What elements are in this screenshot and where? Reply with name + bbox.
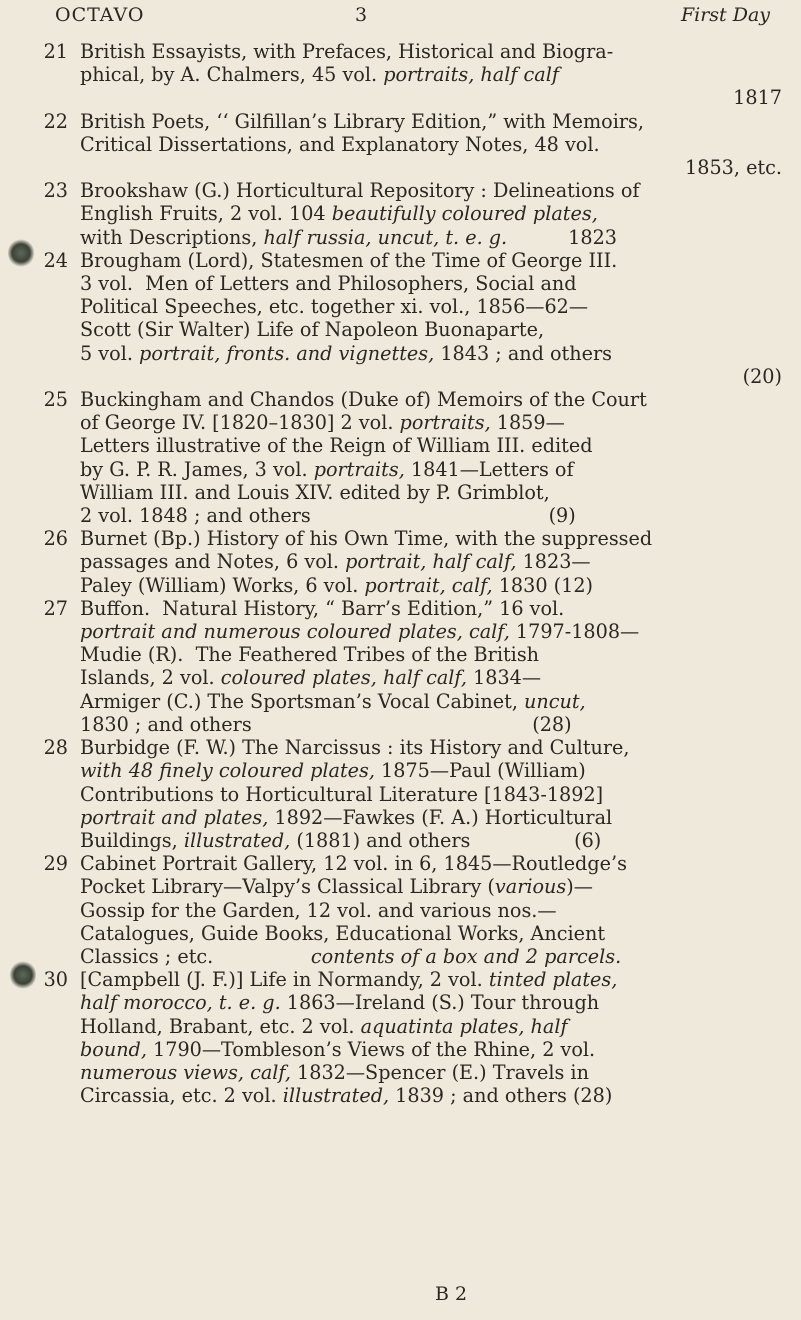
lot-description-line: Buckingham and Chandos (Duke of) Memoirs of the Court — [80, 388, 647, 412]
lot-description-line: Contributions to Horticultural Literature [1843-1892] — [80, 782, 604, 806]
lot-description-line: numerous views, calf, 1832—Spencer (E.) Travels in — [80, 1060, 589, 1084]
lot-description-line: portrait and numerous coloured plates, calf, 1797-1808— — [80, 620, 640, 644]
page-number: 3 — [355, 4, 368, 26]
lot-description-line: half morocco, t. e. g. 1863—Ireland (S.) Tour through — [80, 991, 600, 1015]
lot-entry — [32, 249, 782, 388]
lot-description-line: of George IV. [1820–1830] 2 vol. portraits, 1859— — [80, 411, 565, 435]
lot-description-line: British Poets, ‘‘ Gilfillan’s Library Edition,” with Memoirs, — [80, 109, 644, 133]
lot-description-line: Brookshaw (G.) Horticultural Repository : Delineations of — [80, 179, 640, 203]
lot-date: (20) — [742, 364, 782, 388]
lot-description-line: 1830 ; and others (28) — [80, 712, 572, 736]
lot-entry — [32, 527, 782, 597]
lot-description-line: Critical Dissertations, and Explanatory Notes, 48 vol. — [80, 132, 600, 156]
lot-number: 24 — [43, 248, 68, 272]
lot-description-line: Burbidge (F. W.) The Narcissus : its History and Culture, — [80, 736, 630, 760]
lot-description-line: Letters illustrative of the Reign of William III. edited — [80, 434, 593, 458]
lot-description-line: [Campbell (J. F.)] Life in Normandy, 2 vol. tinted plates, — [80, 968, 618, 992]
lot-description-line: Buildings, illustrated, (1881) and others (6) — [80, 828, 602, 852]
lot-number: 25 — [43, 388, 68, 412]
lot-description-line: 5 vol. portrait, fronts. and vignettes, 1843 ; and others — [80, 341, 612, 365]
signature-mark: B 2 — [435, 1283, 468, 1305]
lot-entry — [32, 40, 782, 110]
lot-number: 21 — [43, 40, 68, 63]
lot-description-line: Classics ; etc. contents of a box and 2 parcels. — [80, 944, 622, 968]
lot-entry — [32, 736, 782, 852]
header-format: OCTAVO — [55, 4, 145, 26]
ink-blot-decoration — [8, 238, 34, 268]
lot-entry — [32, 179, 782, 249]
lot-number: 26 — [43, 527, 68, 551]
lot-description-line: 2 vol. 1848 ; and others (9) — [80, 504, 576, 528]
lot-description-line: Burnet (Bp.) History of his Own Time, with the suppressed — [80, 527, 653, 551]
lot-number: 23 — [43, 179, 68, 203]
lot-description-line: Circassia, etc. 2 vol. illustrated, 1839 ; and others (28) — [80, 1084, 613, 1108]
lot-description-line: Pocket Library—Valpy’s Classical Library (various)— — [80, 875, 593, 899]
lot-description-line: English Fruits, 2 vol. 104 beautifully coloured plates, — [80, 202, 598, 226]
lot-entry — [32, 110, 782, 180]
lot-description-line: phical, by A. Chalmers, 45 vol. portraits, half calf — [80, 63, 559, 87]
lot-number: 29 — [43, 852, 68, 876]
lot-description-line: with Descriptions, half russia, uncut, t. e. g. 1823 — [80, 225, 617, 249]
lot-description-line: with 48 finely coloured plates, 1875—Paul (William) — [80, 759, 586, 783]
lot-description-line: 3 vol. Men of Letters and Philosophers, Social and — [80, 272, 577, 296]
lot-list — [32, 40, 782, 1107]
lot-number: 22 — [43, 109, 68, 133]
lot-number: 30 — [43, 968, 68, 992]
lot-number: 28 — [43, 736, 68, 760]
lot-description-line: William III. and Louis XIV. edited by P. Grimblot, — [80, 480, 550, 504]
lot-date: 1853, etc. — [685, 156, 782, 180]
lot-description-line: Islands, 2 vol. coloured plates, half calf, 1834— — [80, 666, 542, 690]
header-day: First Day — [680, 4, 770, 26]
lot-description-line: Armiger (C.) The Sportsman’s Vocal Cabinet, uncut, — [80, 689, 586, 713]
page-header — [55, 4, 770, 32]
lot-date: 1817 — [733, 86, 782, 110]
lot-description-line: Political Speeches, etc. together xi. vol., 1856—62— — [80, 295, 589, 319]
lot-description-line: passages and Notes, 6 vol. portrait, half calf, 1823— — [80, 550, 591, 574]
lot-description-line: by G. P. R. James, 3 vol. portraits, 1841—Letters of — [80, 457, 574, 481]
lot-description-line: Gossip for the Garden, 12 vol. and various nos.— — [80, 898, 557, 922]
lot-description-line: Holland, Brabant, etc. 2 vol. aquatinta plates, half — [80, 1014, 568, 1038]
lot-description-line: bound, 1790—Tombleson’s Views of the Rhine, 2 vol. — [80, 1037, 596, 1061]
lot-entry — [32, 597, 782, 736]
lot-description-line: Scott (Sir Walter) Life of Napoleon Buonaparte, — [80, 318, 545, 342]
lot-description-line: Cabinet Portrait Gallery, 12 vol. in 6, 1845—Routledge’s — [80, 852, 627, 876]
lot-entry — [32, 968, 782, 1107]
lot-number: 27 — [43, 596, 68, 620]
lot-entry — [32, 388, 782, 527]
lot-description-line: Paley (William) Works, 6 vol. portrait, calf, 1830 (12) — [80, 573, 594, 597]
lot-description-line: Buffon. Natural History, “ Barr’s Edition,” 16 vol. — [80, 596, 565, 620]
lot-description-line: British Essayists, with Prefaces, Historical and Biogra- — [80, 40, 614, 63]
lot-description-line: Brougham (Lord), Statesmen of the Time of George III. — [80, 248, 618, 272]
lot-entry — [32, 852, 782, 968]
lot-description-line: Catalogues, Guide Books, Educational Works, Ancient — [80, 921, 606, 945]
lot-description-line: Mudie (R). The Feathered Tribes of the British — [80, 643, 540, 667]
lot-description-line: portrait and plates, 1892—Fawkes (F. A.) Horticultural — [80, 805, 613, 829]
